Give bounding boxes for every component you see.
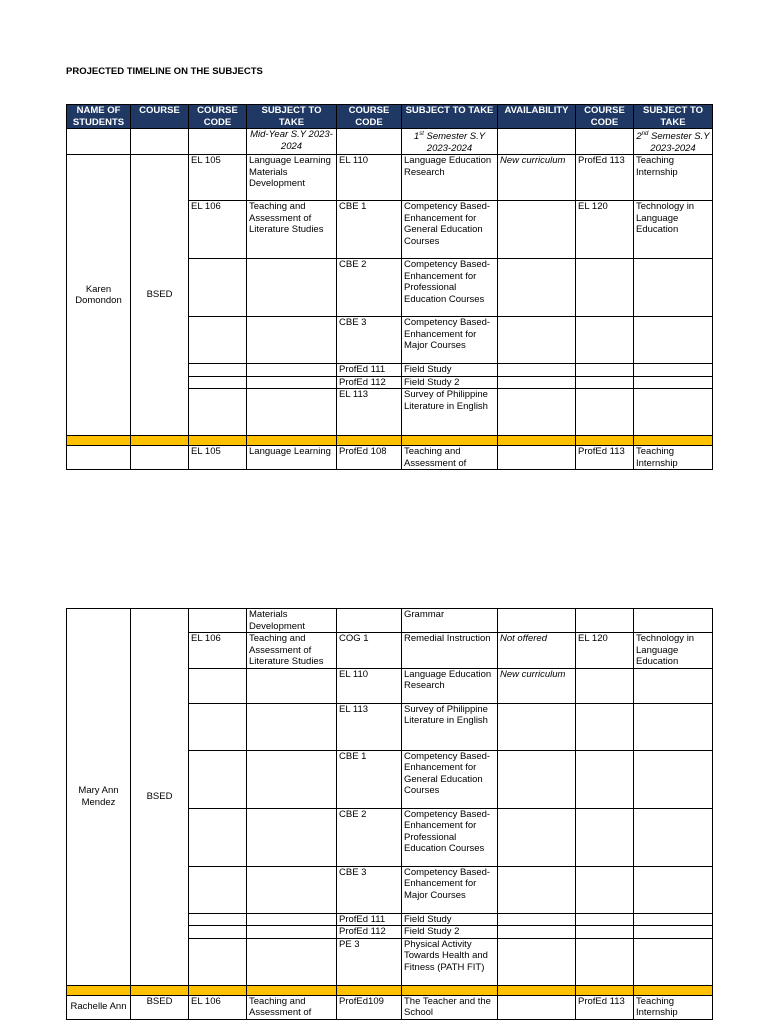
timeline-table-page-1 — [66, 104, 713, 470]
cell-empty — [576, 668, 634, 703]
subject: Teaching Internship — [634, 155, 713, 201]
cell-empty — [247, 259, 337, 317]
cell-empty — [498, 913, 576, 926]
course-code: CBE 3 — [337, 317, 402, 364]
cell-empty — [189, 703, 247, 750]
cell-empty — [498, 259, 576, 317]
term-first-semester: 1st Semester S.Y 2023-2024 — [402, 129, 498, 155]
cell-empty — [189, 364, 247, 377]
subject: Teaching and Assessment of Literature Studies — [247, 201, 337, 259]
term-row — [67, 129, 713, 155]
subject: Competency Based-Enhancement for Professional Education Courses — [402, 808, 498, 866]
cell-empty — [634, 866, 713, 913]
cell-empty — [189, 866, 247, 913]
course-code: EL 105 — [189, 446, 247, 470]
cell-empty — [498, 866, 576, 913]
header-subject-to-take: SUBJECT TO TAKE — [402, 105, 498, 129]
student-course: BSED — [131, 155, 189, 436]
cell-empty — [576, 364, 634, 377]
cell-empty — [634, 750, 713, 808]
subject: Field Study 2 — [402, 376, 498, 389]
separator-cell — [498, 436, 576, 446]
separator-cell — [337, 985, 402, 995]
course-code: CBE 2 — [337, 808, 402, 866]
separator-cell — [67, 436, 131, 446]
subject: Teaching and Assessment of — [247, 995, 337, 1019]
separator-cell — [189, 985, 247, 995]
cell-empty — [247, 938, 337, 985]
page-title: PROJECTED TIMELINE ON THE SUBJECTS — [66, 66, 263, 77]
header-subject-to-take: SUBJECT TO TAKE — [634, 105, 713, 129]
separator-cell — [634, 436, 713, 446]
header-row — [67, 105, 713, 129]
course-code: EL 110 — [337, 668, 402, 703]
subject: Teaching and Assessment of Literature Studies — [247, 633, 337, 669]
course-code: PE 3 — [337, 938, 402, 985]
timeline-table-page-2 — [66, 608, 713, 1020]
cell-empty — [498, 808, 576, 866]
course-code: EL 110 — [337, 155, 402, 201]
course-code: ProfEd 113 — [576, 446, 634, 470]
course-code: EL 106 — [189, 201, 247, 259]
cell-empty — [576, 913, 634, 926]
cell-empty — [576, 938, 634, 985]
table-row — [67, 155, 713, 201]
cell-empty — [498, 750, 576, 808]
header-availability: AVAILABILITY — [498, 105, 576, 129]
subject: Competency Based-Enhancement for General Education Courses — [402, 201, 498, 259]
cell-empty — [498, 703, 576, 750]
cell-empty — [498, 609, 576, 633]
separator-cell — [131, 436, 189, 446]
separator-cell — [131, 985, 189, 995]
separator-row — [67, 985, 713, 995]
cell-empty — [67, 129, 131, 155]
cell-empty — [189, 926, 247, 939]
course-code: EL 106 — [189, 633, 247, 669]
header-course-code: COURSE CODE — [189, 105, 247, 129]
course-code: CBE 3 — [337, 866, 402, 913]
cell-empty — [634, 913, 713, 926]
cell-empty — [189, 913, 247, 926]
cell-empty — [189, 259, 247, 317]
course-code: EL 105 — [189, 155, 247, 201]
cell-empty — [576, 808, 634, 866]
course-code: ProfEd 113 — [576, 155, 634, 201]
table-row — [67, 446, 713, 470]
cell-empty — [498, 446, 576, 470]
cell-empty — [634, 376, 713, 389]
subject: Field Study 2 — [402, 926, 498, 939]
cell-empty — [498, 938, 576, 985]
course-code: EL 113 — [337, 389, 402, 436]
subject: Materials Development — [247, 609, 337, 633]
cell-empty — [576, 376, 634, 389]
cell-empty — [634, 259, 713, 317]
subject: Survey of Philippine Literature in English — [402, 389, 498, 436]
term-midyear: Mid-Year S.Y 2023-2024 — [247, 129, 337, 155]
cell-empty — [337, 129, 402, 155]
subject: Language Learning — [247, 446, 337, 470]
subject: Field Study — [402, 913, 498, 926]
availability — [498, 201, 576, 259]
subject: Survey of Philippine Literature in English — [402, 703, 498, 750]
separator-cell — [247, 985, 337, 995]
subject: Language Learning Materials Development — [247, 155, 337, 201]
subject: Competency Based-Enhancement for General Education Courses — [402, 750, 498, 808]
cell-empty — [576, 389, 634, 436]
course-code: ProfEd 113 — [576, 995, 634, 1019]
subject: Remedial Instruction — [402, 633, 498, 669]
cell-empty — [498, 364, 576, 377]
course-code: CBE 2 — [337, 259, 402, 317]
separator-cell — [67, 985, 131, 995]
cell-empty — [67, 446, 131, 470]
subject: Competency Based-Enhancement for Professional Education Courses — [402, 259, 498, 317]
cell-empty — [498, 376, 576, 389]
cell-empty — [576, 317, 634, 364]
header-course-code: COURSE CODE — [337, 105, 402, 129]
student-name: Mary Ann Mendez — [67, 609, 131, 986]
cell-empty — [634, 364, 713, 377]
availability: New curriculum — [498, 668, 576, 703]
subject: The Teacher and the School — [402, 995, 498, 1019]
course-code: EL 113 — [337, 703, 402, 750]
cell-empty — [498, 317, 576, 364]
cell-empty — [247, 668, 337, 703]
header-course-code: COURSE CODE — [576, 105, 634, 129]
subject: Technology in Language Education — [634, 201, 713, 259]
student-name: Rachelle Ann — [67, 995, 131, 1019]
cell-empty — [634, 926, 713, 939]
cell-empty — [247, 389, 337, 436]
course-code: ProfEd 112 — [337, 376, 402, 389]
course-code: ProfEd 111 — [337, 913, 402, 926]
course-code: EL 120 — [576, 201, 634, 259]
cell-empty — [634, 703, 713, 750]
separator-cell — [576, 985, 634, 995]
cell-empty — [189, 750, 247, 808]
cell-empty — [189, 609, 247, 633]
subject: Teaching and Assessment of — [402, 446, 498, 470]
cell-empty — [189, 376, 247, 389]
cell-empty — [576, 866, 634, 913]
cell-empty — [498, 926, 576, 939]
cell-empty — [498, 389, 576, 436]
cell-empty — [247, 750, 337, 808]
subject: Competency Based-Enhancement for Major Courses — [402, 317, 498, 364]
cell-empty — [189, 317, 247, 364]
separator-cell — [402, 436, 498, 446]
separator-cell — [189, 436, 247, 446]
cell-empty — [189, 389, 247, 436]
subject: Field Study — [402, 364, 498, 377]
course-code: EL 120 — [576, 633, 634, 669]
cell-empty — [247, 866, 337, 913]
course-code: ProfEd 111 — [337, 364, 402, 377]
separator-cell — [337, 436, 402, 446]
course-code: COG 1 — [337, 633, 402, 669]
student-course: BSED — [131, 995, 189, 1019]
cell-empty — [247, 703, 337, 750]
cell-empty — [247, 926, 337, 939]
subject: Technology in Language Education — [634, 633, 713, 669]
cell-empty — [131, 446, 189, 470]
separator-row — [67, 436, 713, 446]
cell-empty — [498, 129, 576, 155]
cell-empty — [189, 808, 247, 866]
cell-empty — [247, 376, 337, 389]
cell-empty — [634, 668, 713, 703]
table-row — [67, 609, 713, 633]
cell-empty — [634, 609, 713, 633]
separator-cell — [498, 985, 576, 995]
cell-empty — [576, 926, 634, 939]
cell-empty — [337, 609, 402, 633]
course-code: ProfEd 108 — [337, 446, 402, 470]
separator-cell — [402, 985, 498, 995]
cell-empty — [576, 609, 634, 633]
separator-cell — [634, 985, 713, 995]
course-code: ProfEd109 — [337, 995, 402, 1019]
subject: Competency Based-Enhancement for Major Courses — [402, 866, 498, 913]
course-code: CBE 1 — [337, 201, 402, 259]
cell-empty — [576, 750, 634, 808]
subject: Language Education Research — [402, 155, 498, 201]
student-name: Karen Domondon — [67, 155, 131, 436]
course-code: ProfEd 112 — [337, 926, 402, 939]
header-subject-to-take: SUBJECT TO TAKE — [247, 105, 337, 129]
subject: Grammar — [402, 609, 498, 633]
availability: New curriculum — [498, 155, 576, 201]
cell-empty — [247, 808, 337, 866]
cell-empty — [576, 129, 634, 155]
subject: Teaching Internship — [634, 446, 713, 470]
header-course: COURSE — [131, 105, 189, 129]
separator-cell — [247, 436, 337, 446]
term-second-semester: 2nd Semester S.Y 2023-2024 — [634, 129, 713, 155]
subject: Teaching Internship — [634, 995, 713, 1019]
cell-empty — [498, 995, 576, 1019]
cell-empty — [189, 938, 247, 985]
header-name-of-students: NAME OF STUDENTS — [67, 105, 131, 129]
cell-empty — [247, 317, 337, 364]
table-row — [67, 995, 713, 1019]
cell-empty — [634, 808, 713, 866]
subject: Language Education Research — [402, 668, 498, 703]
course-code: EL 106 — [189, 995, 247, 1019]
cell-empty — [634, 938, 713, 985]
course-code: CBE 1 — [337, 750, 402, 808]
cell-empty — [634, 389, 713, 436]
cell-empty — [247, 364, 337, 377]
cell-empty — [576, 259, 634, 317]
cell-empty — [247, 913, 337, 926]
cell-empty — [189, 129, 247, 155]
subject: Physical Activity Towards Health and Fitness (PATH FIT) — [402, 938, 498, 985]
cell-empty — [131, 129, 189, 155]
cell-empty — [576, 703, 634, 750]
cell-empty — [634, 317, 713, 364]
student-course: BSED — [131, 609, 189, 986]
cell-empty — [189, 668, 247, 703]
separator-cell — [576, 436, 634, 446]
availability: Not offered — [498, 633, 576, 669]
